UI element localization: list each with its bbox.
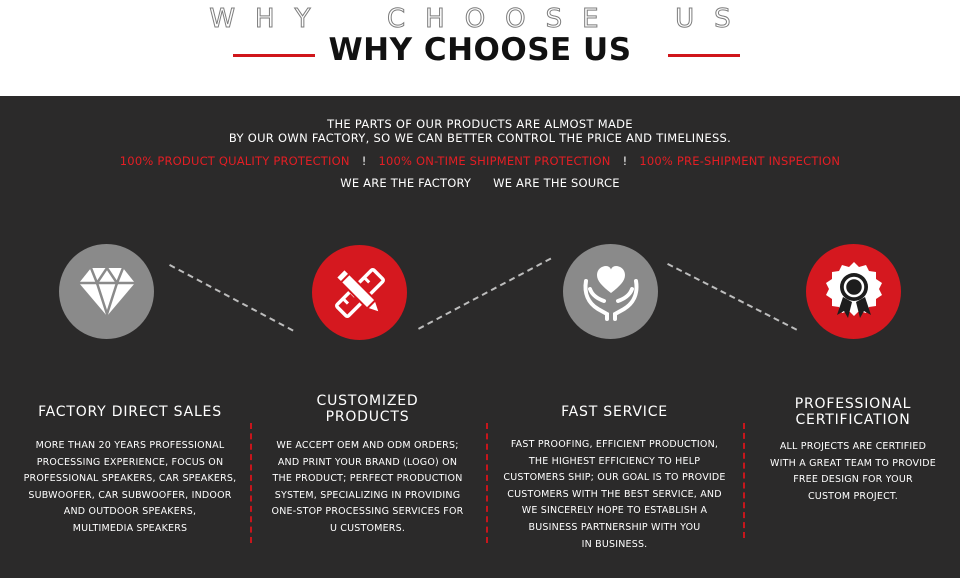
diamond-icon: [59, 244, 154, 339]
intro-line-2: BY OUR OWN FACTORY, SO WE CAN BETTER CONTROL THE PRICE AND TIMELINESS.: [228, 131, 732, 145]
feature-text-line: AND OUTDOOR SPEAKERS,: [63, 506, 197, 518]
feature-text: [492, 437, 737, 553]
column-divider: [250, 423, 252, 543]
main-title: WHY CHOOSE US: [328, 32, 632, 68]
title-line-right: [668, 54, 740, 57]
factory-tagline-right: WE ARE THE SOURCE: [493, 176, 620, 190]
feature-text-line: MULTIMEDIA SPEAKERS: [72, 522, 188, 534]
feature-text-line: WE SINCERELY HOPE TO ESTABLISH A: [521, 505, 708, 517]
feature-text: [255, 438, 480, 538]
feature-text-line: PROFESSIONAL SPEAKERS, CAR SPEAKERS,: [23, 473, 237, 485]
outline-title: WHY CHOOSE US: [209, 4, 751, 34]
feature-text-line: CUSTOMERS WITH THE BEST SERVICE, AND: [507, 488, 722, 500]
feature-text-line: FREE DESIGN FOR YOUR: [793, 474, 913, 486]
feature-text-line: FAST PROOFING, EFFICIENT PRODUCTION,: [510, 439, 719, 450]
feature-title: PRODUCTS: [325, 409, 410, 425]
feature-text-line: AND PRINT YOUR BRAND (LOGO) ON: [277, 456, 458, 468]
feature-text-line: PROCESSING EXPERIENCE, FOCUS ON: [36, 456, 224, 468]
header: [0, 0, 960, 96]
feature-text-line: ONE-STOP PROCESSING SERVICES FOR: [271, 506, 464, 518]
feature-text-line: U CUSTOMERS.: [329, 522, 406, 534]
feature-text-line: THE PRODUCT; PERFECT PRODUCTION: [272, 473, 463, 485]
feature-text-line: CUSTOM PROJECT.: [807, 490, 899, 502]
intro-line-1: THE PARTS OF OUR PRODUCTS ARE ALMOST MADE: [327, 117, 633, 131]
guarantees: [0, 154, 960, 168]
feature-customized-products: [255, 393, 480, 538]
feature-title: CERTIFICATION: [795, 412, 911, 428]
factory-tagline: [0, 176, 960, 190]
feature-text-line: IN BUSINESS.: [581, 538, 648, 550]
guarantee-separator: !: [622, 154, 628, 168]
feature-text-line: SYSTEM, SPECIALIZING IN PROVIDING: [274, 489, 461, 501]
guarantee-inspection: 100% PRE-SHIPMENT INSPECTION: [639, 154, 841, 168]
feature-text-line: MORE THAN 20 YEARS PROFESSIONAL: [35, 440, 225, 451]
feature-text-line: BUSINESS PARTNERSHIP WITH YOU: [528, 521, 701, 533]
heart-hands-icon: [563, 244, 658, 339]
column-divider: [486, 423, 488, 543]
feature-text-line: ALL PROJECTS ARE CERTIFIED: [779, 441, 927, 452]
feature-text-line: WE ACCEPT OEM AND ODM ORDERS;: [276, 440, 459, 451]
award-badge-icon: [806, 244, 901, 339]
dashed-connector: [169, 264, 294, 331]
guarantee-separator: !: [361, 154, 367, 168]
feature-title: FAST SERVICE: [561, 404, 668, 420]
feature-text-line: SUBWOOFER, CAR SUBWOOFER, INDOOR: [28, 489, 232, 501]
column-divider: [743, 423, 745, 538]
feature-title: FACTORY DIRECT SALES: [38, 404, 222, 420]
feature-title: CUSTOMIZED: [316, 393, 419, 409]
guarantee-shipment: 100% ON-TIME SHIPMENT PROTECTION: [378, 154, 611, 168]
feature-title: PROFESSIONAL: [794, 396, 912, 412]
feature-text-line: CUSTOMERS SHIP; OUR GOAL IS TO PROVIDE: [503, 472, 726, 484]
why-choose-panel: [0, 96, 960, 578]
factory-tagline-left: WE ARE THE FACTORY: [340, 176, 472, 190]
feature-fast-service: [492, 404, 737, 553]
feature-text: [10, 438, 250, 538]
feature-text-line: WITH A GREAT TEAM TO PROVIDE: [770, 457, 936, 469]
feature-factory-direct-sales: [10, 404, 250, 538]
feature-text-line: THE HIGHEST EFFICIENCY TO HELP: [528, 455, 701, 467]
feature-professional-certification: [748, 396, 958, 505]
dashed-connector: [418, 258, 551, 330]
feature-text: [748, 439, 958, 505]
guarantee-quality: 100% PRODUCT QUALITY PROTECTION: [119, 154, 350, 168]
pencil-ruler-icon: [312, 245, 407, 340]
dashed-connector: [667, 263, 797, 331]
